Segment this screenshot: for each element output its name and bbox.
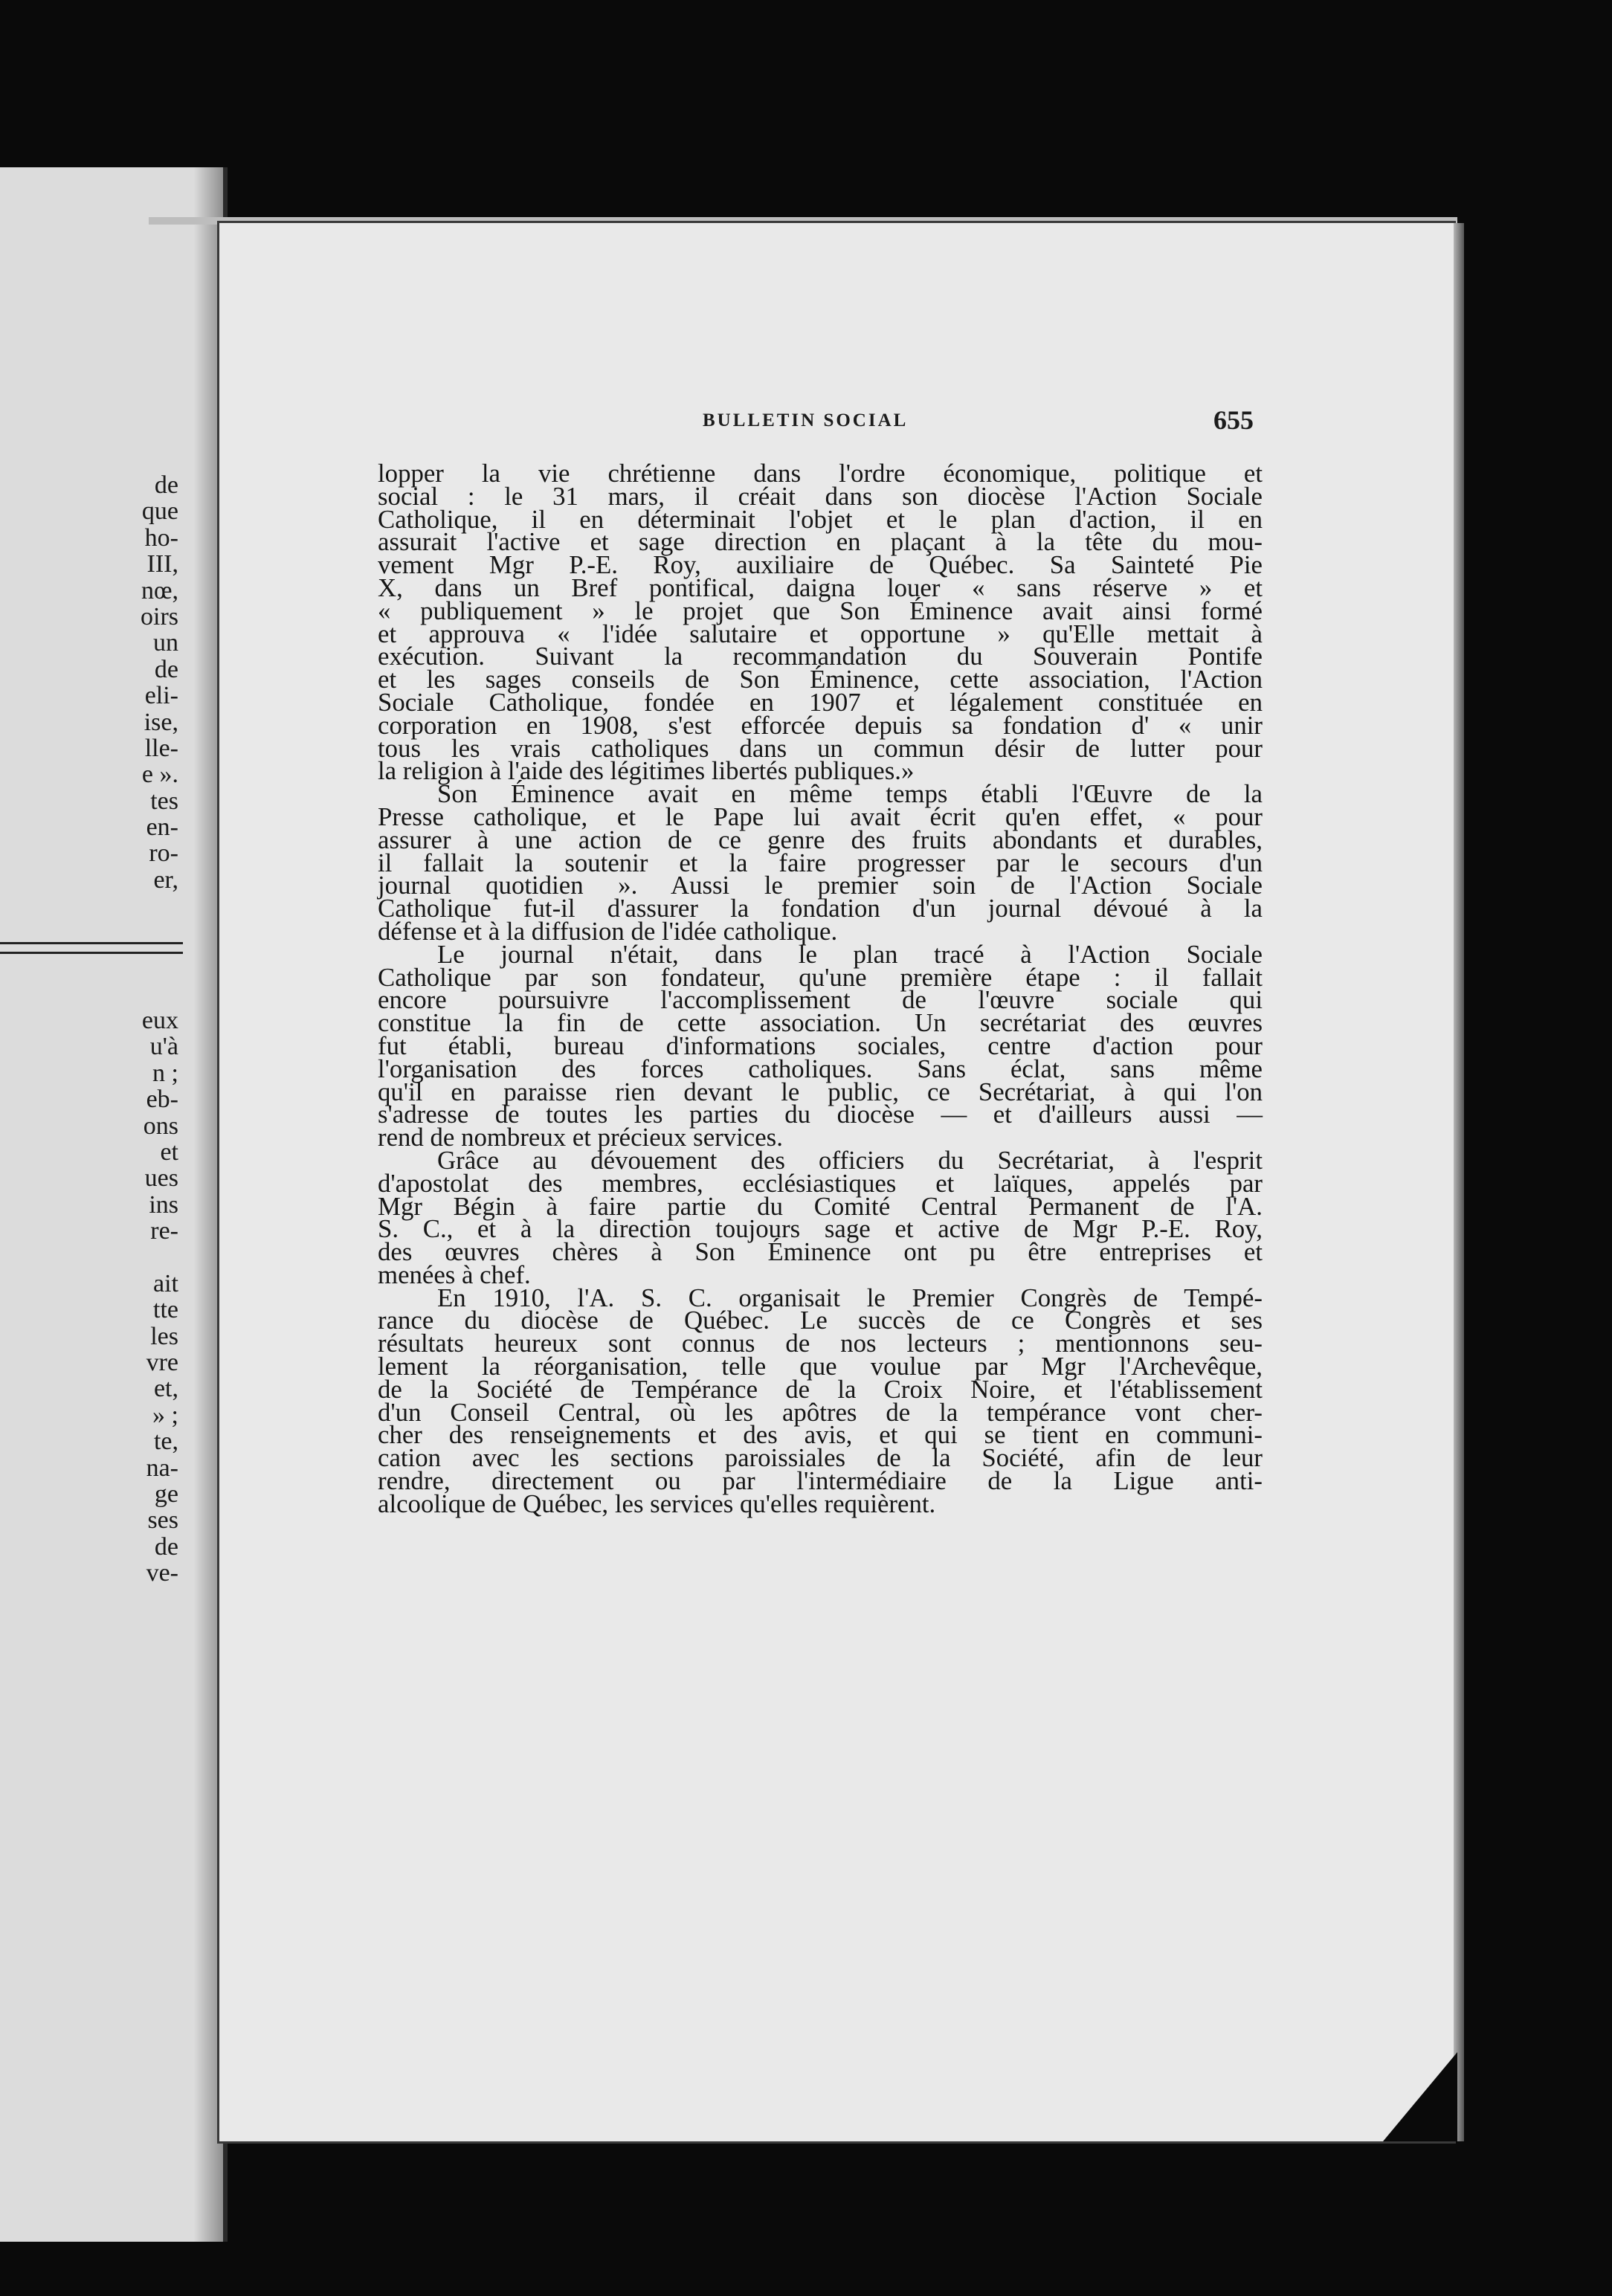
body-text-line: résultats heureux sont connus de nos lecteurs ; mentionnons seu-: [378, 1329, 1263, 1358]
previous-page-line-fragment: eli-: [144, 682, 178, 710]
previous-page-line-fragment: vre: [146, 1349, 178, 1377]
previous-page-line-fragment: et,: [153, 1375, 178, 1403]
body-text-line: défense et à la diffusion de l'idée catholique.: [378, 916, 838, 946]
previous-page-line-fragment: tte: [153, 1296, 178, 1324]
body-text-line: « publiquement » le projet que Son Éminence avait ainsi formé: [378, 596, 1263, 625]
body-text-line: cher des renseignements et des avis, et qui se tient en communi-: [378, 1420, 1263, 1450]
body-text-line: de la Société de Tempérance de la Croix Noire, et l'établissement: [378, 1374, 1263, 1404]
previous-page-line-endings-bottom: [3, 1007, 178, 1587]
previous-page-line-fragment: de: [154, 471, 178, 499]
body-text-line: lopper la vie chrétienne dans l'ordre économique, politique et: [378, 459, 1263, 488]
body-text-line: et les sages conseils de Son Éminence, cette association, l'Action: [378, 665, 1263, 694]
previous-page-line-fragment: ge: [154, 1480, 178, 1509]
previous-page-line-fragment: lle-: [144, 734, 178, 762]
previous-page-line-fragment: ons: [143, 1112, 178, 1140]
previous-page-line-fragment: e ».: [141, 761, 178, 789]
previous-page-line-fragment: te,: [153, 1428, 178, 1456]
body-text-line: assurait l'active et sage direction en plaçant à la tête du mou-: [378, 527, 1263, 557]
previous-page-line-fragment: ait: [153, 1269, 178, 1297]
body-text-line: cation avec les sections paroissiales de la Société, afin de leur: [378, 1443, 1263, 1473]
body-text-line: menées à chef.: [378, 1260, 531, 1289]
body-text-line: Le journal n'était, dans le plan tracé à l'Action Sociale: [437, 939, 1263, 969]
book-page: [219, 223, 1454, 2141]
previous-page-line-fragment: en-: [146, 813, 178, 842]
previous-page-line-fragment: de: [154, 1532, 178, 1561]
body-text-line: assurer à une action de ce genre des fruits abondants et durables,: [378, 825, 1263, 854]
page-right-edge: [1454, 223, 1464, 2141]
body-text-line: X, dans un Bref pontifical, daigna louer « sans réserve » et: [378, 573, 1263, 602]
body-text-line: journal quotidien ». Aussi le premier soin de l'Action Sociale: [378, 871, 1263, 900]
body-text-line: la religion à l'aide des légitimes libertés publiques.»: [378, 756, 915, 786]
body-text-line: constitue la fin de cette association. Un secrétariat des œuvres: [378, 1008, 1263, 1038]
previous-page-line-fragment: les: [150, 1322, 178, 1350]
body-text-line: et approuva « l'idée salutaire et opportune » qu'Elle mettait à: [378, 619, 1263, 648]
body-text-line: rance du diocèse de Québec. Le succès de ce Congrès et ses: [378, 1306, 1263, 1335]
previous-page-line-fragment: ise,: [144, 708, 178, 736]
body-text-line: Presse catholique, et le Pape lui avait écrit qu'en effet, « pour: [378, 802, 1263, 831]
previous-page-line-fragment: que: [141, 497, 178, 526]
body-text-line: encore poursuivre l'accomplissement de l'œuvre sociale qui: [378, 985, 1263, 1015]
body-text-line: rend de nombreux et précieux services.: [378, 1123, 783, 1152]
body-text-line: rendre, directement ou par l'intermédiaire de la Ligue anti-: [378, 1466, 1263, 1496]
previous-page-line-fragment: et: [160, 1138, 178, 1166]
body-text-line: S. C., et à la direction toujours sage et active de Mgr P.-E. Roy,: [378, 1214, 1263, 1244]
previous-page-line-fragment: III,: [146, 550, 178, 578]
previous-page-line-fragment: » ;: [152, 1401, 178, 1429]
body-text-line: qu'il en paraisse rien devant le public, ce Secrétariat, à qui l'on: [378, 1077, 1263, 1106]
previous-page-line-fragment: de: [154, 655, 178, 683]
previous-page-fragment: [0, 167, 228, 2242]
page-corner-fold: [1383, 2052, 1457, 2141]
body-text-line: fut établi, bureau d'informations sociales, centre d'action pour: [378, 1031, 1263, 1060]
previous-page-line-fragment: ve-: [146, 1559, 178, 1587]
body-text-line: Mgr Bégin à faire partie du Comité Central Permanent de l'A.: [378, 1191, 1263, 1221]
body-text-line: des œuvres chères à Son Éminence ont pu être entreprises et: [378, 1237, 1263, 1267]
previous-page-line-fragment: eux: [141, 1007, 178, 1034]
previous-page-line-fragment: tes: [150, 787, 178, 815]
body-text-line: alcoolique de Québec, les services qu'elles requièrent.: [378, 1489, 936, 1518]
previous-page-line-fragment: u'à: [149, 1033, 178, 1061]
previous-page-line-fragment: ses: [147, 1506, 178, 1535]
body-text-line: vement Mgr P.-E. Roy, auxiliaire de Québec. Sa Sainteté Pie: [378, 550, 1263, 580]
body-text-line: Catholique fut-il d'assurer la fondation d'un journal dévoué à la: [378, 894, 1263, 923]
body-text-line: social : le 31 mars, il créait dans son diocèse l'Action Sociale: [378, 481, 1263, 511]
previous-page-line-fragment: ho-: [144, 523, 178, 552]
previous-page-line-fragment: ues: [144, 1164, 178, 1193]
body-text-line: corporation en 1908, s'est efforcée depuis sa fondation d' « unir: [378, 710, 1263, 740]
previous-page-line-fragment: na-: [146, 1454, 178, 1482]
running-title: BULLETIN SOCIAL: [703, 410, 909, 430]
body-text-line: En 1910, l'A. S. C. organisait le Premier Congrès de Tempé-: [437, 1283, 1263, 1312]
body-text-line: Catholique par son fondateur, qu'une première étape : il fallait: [378, 962, 1263, 992]
previous-page-line-fragment: oirs: [141, 602, 178, 631]
body-text-line: Sociale Catholique, fondée en 1907 et légalement constituée en: [378, 687, 1263, 717]
previous-page-line-fragment: re-: [150, 1217, 178, 1245]
previous-page-line-fragment: ins: [149, 1190, 178, 1219]
previous-page-line-fragment: n ;: [152, 1059, 178, 1087]
body-text-line: l'organisation des forces catholiques. Sans éclat, sans même: [378, 1054, 1263, 1083]
previous-page-line-fragment: [3, 1245, 178, 1271]
body-text-line: Son Éminence avait en même temps établi l'Œuvre de la: [437, 779, 1263, 809]
body-text-line: d'apostolat des membres, ecclésiastiques et laïques, appelés par: [378, 1168, 1263, 1198]
running-head: [219, 405, 1454, 440]
gutter-shadow: [193, 167, 223, 2242]
page-number: 655: [1213, 405, 1254, 435]
previous-page-line-endings-top: [3, 472, 178, 893]
body-text-line: Grâce au dévouement des officiers du Secrétariat, à l'esprit: [437, 1145, 1263, 1175]
previous-page-line-fragment: eb-: [146, 1086, 178, 1114]
body-text-line: lement la réorganisation, telle que voulue par Mgr l'Archevêque,: [378, 1352, 1263, 1381]
previous-page-line-fragment: ro-: [149, 839, 178, 868]
body-text-line: tous les vrais catholiques dans un commun désir de lutter pour: [378, 733, 1263, 763]
previous-page-line-fragment: nœ,: [141, 576, 178, 604]
body-text-line: d'un Conseil Central, où les apôtres de la tempérance vont cher-: [378, 1397, 1263, 1427]
body-text-line: il fallait la soutenir et la faire progresser par le secours d'un: [378, 848, 1263, 877]
body-text-line: Catholique, il en déterminait l'objet et le plan d'action, il en: [378, 504, 1263, 534]
previous-page-double-rule: [0, 942, 183, 954]
body-text-line: exécution. Suivant la recommandation du Souverain Pontife: [378, 642, 1263, 671]
previous-page-line-fragment: un: [153, 629, 178, 657]
body-text: [378, 459, 1263, 1518]
body-text-line: s'adresse de toutes les parties du diocèse — et d'ailleurs aussi —: [378, 1100, 1263, 1129]
previous-page-line-fragment: er,: [153, 865, 178, 894]
